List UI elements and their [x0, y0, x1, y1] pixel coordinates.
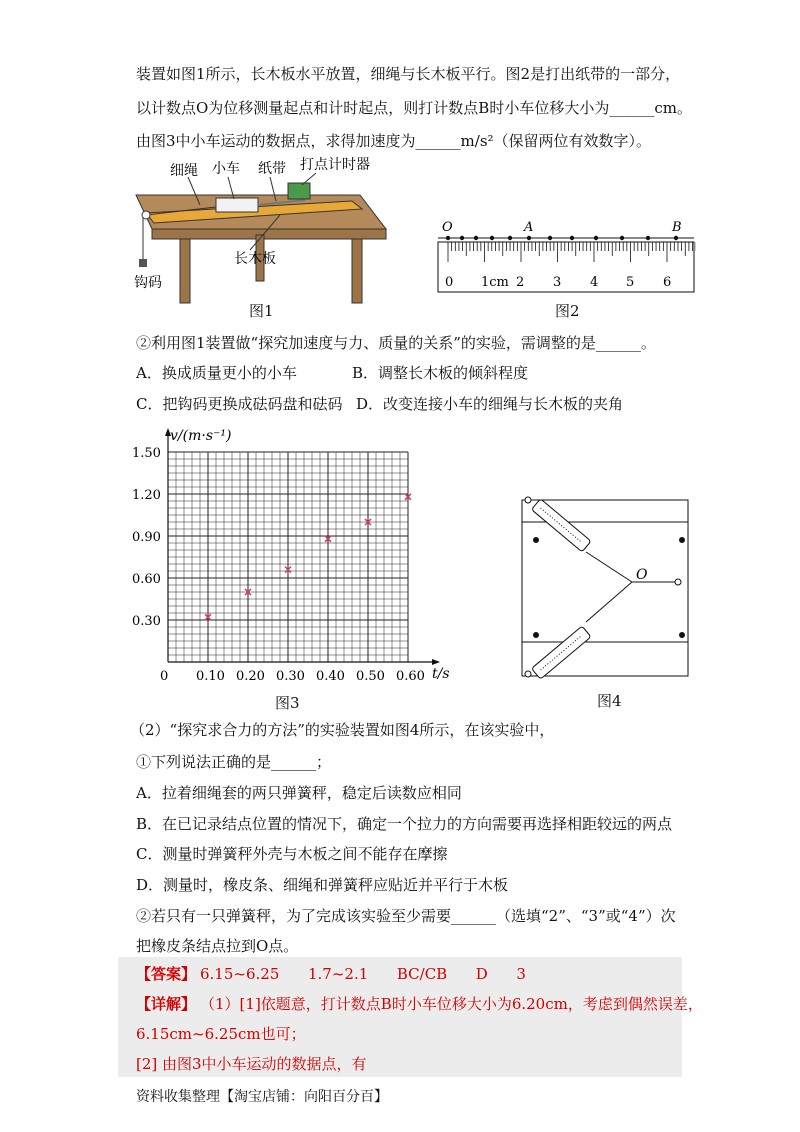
option-D: D．改变连接小车的细绳与长木板的夹角 [356, 395, 624, 413]
ruler-ticks [448, 242, 696, 262]
chart-axes [165, 428, 440, 665]
section-2-option-B: B．在已记录结点位置的情况下，确定一个拉力的方向需要再选择相距较远的两点 [136, 815, 673, 833]
question-line-1: 装置如图1所示，长木板水平放置，细绳与长木板平行。图2是打出纸带的一部分， [136, 65, 681, 83]
answer-values: 6.15~6.25 1.7~2.1 BC/CB D 3 [200, 965, 526, 983]
figure-3-vt-chart [130, 422, 460, 692]
x-tick-label: 0.20 [236, 669, 265, 684]
table-leg [180, 239, 190, 303]
fixed-pin [675, 579, 681, 585]
rope-lower [586, 582, 632, 622]
tape-dot [527, 236, 531, 240]
question-line-2: 以计数点O为位移测量起点和计时起点，则打计数点B时小车位移大小为______cm。 [136, 99, 692, 117]
ruler-body [438, 242, 694, 292]
label-timer: 打点计时器 [300, 157, 370, 173]
section-2-intro: （2）“探究求合力的方法”的实验装置如图4所示，在该实验中， [130, 721, 555, 739]
ruler-label-1cm: 1cm [481, 275, 509, 290]
table-leg [352, 239, 362, 303]
label-weight: 钩码 [134, 275, 162, 291]
spring-balance-top [531, 499, 591, 552]
section-2-q2-line1: ②若只有一只弹簧秤，为了完成该实验至少需要______（选填“2”、“3”或“4”）次 [136, 907, 676, 925]
footer: 资料收集整理【淘宝店铺：向阳百分百】 [136, 1089, 388, 1105]
tape-dot [620, 236, 624, 240]
point-B-label: B [672, 220, 682, 235]
label-board: 长木板 [234, 251, 276, 267]
ruler-label-3: 3 [553, 275, 562, 290]
tape-dot [446, 236, 450, 240]
pin-dot [533, 632, 539, 638]
section-2-option-D: D．测量时，橡皮条、细绳和弹簧秤应贴近并平行于木板 [136, 876, 509, 894]
pin-top [525, 497, 531, 503]
section-2-option-A: A．拉着细绳套的两只弹簧秤，稳定后读数应相同 [136, 784, 462, 802]
pin-bottom [525, 671, 531, 677]
pin-dot [679, 632, 685, 638]
y-tick-label: 1.20 [132, 488, 161, 503]
point-O-label: O [442, 220, 453, 235]
tape-dot [490, 236, 494, 240]
answer-label: 【答案】 [136, 965, 197, 983]
rope-upper [586, 552, 632, 582]
point-O-label: O [636, 567, 648, 583]
detail-line-2: 6.15cm~6.25cm也可； [136, 1025, 306, 1043]
figure-1-apparatus [130, 155, 400, 320]
tape-dot [508, 236, 512, 240]
section-2-q2-line2: 把橡皮条结点拉到O点。 [136, 937, 299, 955]
y-axis-label: v/(m·s⁻¹) [170, 428, 232, 444]
board-frame [522, 500, 688, 676]
x-tick-label: 0.40 [316, 669, 345, 684]
y-tick-label: 0.90 [132, 530, 161, 545]
option-A: A．换成质量更小的小车 [136, 364, 297, 382]
label-cart: 小车 [212, 161, 240, 177]
tape-dot [594, 236, 598, 240]
spring-balance-bottom [531, 626, 591, 679]
figure-1-caption: 图1 [249, 302, 274, 320]
label-rope: 细绳 [170, 163, 198, 179]
label-tape: 纸带 [258, 161, 286, 177]
ruler-label-2: 2 [516, 275, 525, 290]
tape-dot [548, 236, 552, 240]
x-tick-label: 0.60 [396, 669, 425, 684]
pin-dot [679, 537, 685, 543]
table-edge [152, 229, 386, 239]
x-tick-label: 0.50 [356, 669, 385, 684]
figure-4-caption: 图4 [597, 692, 622, 710]
ruler-label-5: 5 [626, 275, 635, 290]
detail-line-1: （1）[1]依题意，打计数点B时小车位移大小为6.20cm，考虑到偶然误差， [200, 995, 703, 1013]
y-tick-label: 0.30 [132, 614, 161, 629]
figure-2-tape [436, 216, 696, 298]
ruler-label-0: 0 [445, 275, 454, 290]
section-2-q1: ①下列说法正确的是______； [136, 753, 332, 771]
hook-weight [139, 259, 147, 267]
x-tick-label: 0 [160, 669, 169, 684]
option-B: B．调整长木板的倾斜程度 [352, 364, 529, 382]
y-tick-label: 0.60 [132, 572, 161, 587]
figure-3-caption: 图3 [275, 694, 300, 712]
timer-device [288, 183, 310, 199]
ruler-label-4: 4 [590, 275, 599, 290]
question-2: ②利用图1装置做“探究加速度与力、质量的关系”的实验，需调整的是______。 [136, 334, 656, 352]
cart [216, 198, 258, 212]
x-tick-label: 0.30 [276, 669, 305, 684]
tape-dot [474, 236, 478, 240]
pin-dot [533, 537, 539, 543]
y-tick-label: 1.50 [132, 446, 161, 461]
x-axis-arrow [432, 659, 440, 665]
tape-dot [570, 236, 574, 240]
ruler-label-6: 6 [663, 275, 672, 290]
tape-dot [460, 236, 464, 240]
x-tick-label: 0.10 [196, 669, 225, 684]
detail-line-3: [2] 由图3中小车运动的数据点，有 [136, 1055, 367, 1073]
figure-4-force-board [518, 492, 694, 682]
tape-dot [646, 236, 650, 240]
detail-label: 【详解】 [136, 995, 197, 1013]
figure-2-caption: 图2 [555, 302, 580, 320]
x-axis-label: t/s [432, 666, 450, 682]
chart-grid [168, 452, 408, 662]
point-A-label: A [524, 220, 534, 235]
tape-dot [674, 236, 678, 240]
option-C: C．把钩码更换成砝码盘和砝码 [136, 395, 343, 413]
question-line-3: 由图3中小车运动的数据点，求得加速度为______m/s²（保留两位有效数字）。 [136, 132, 652, 150]
section-2-option-C: C．测量时弹簧秤外壳与木板之间不能存在摩擦 [136, 845, 448, 863]
